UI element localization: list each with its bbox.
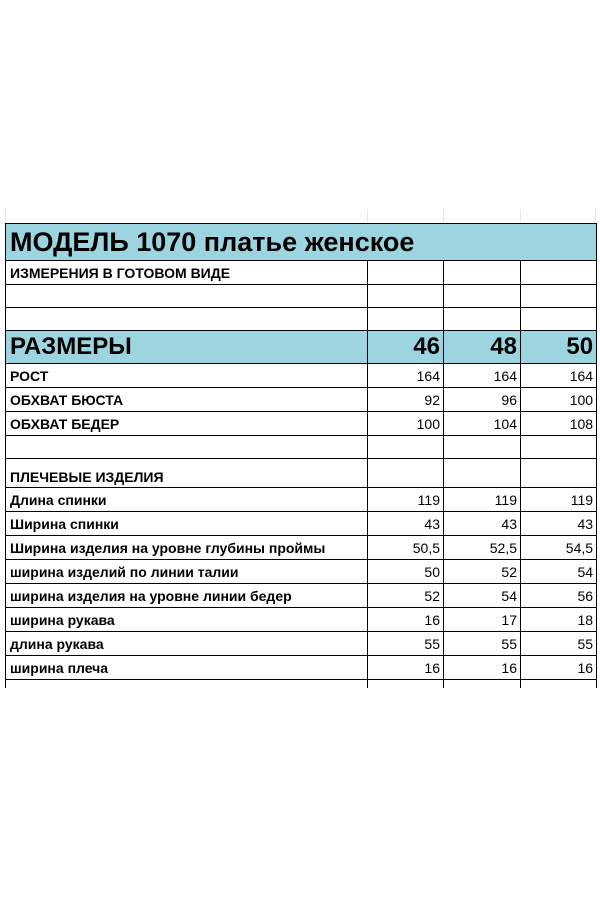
empty-cell	[444, 436, 521, 459]
value-cell: 55	[368, 632, 444, 656]
value-cell: 54,5	[521, 536, 597, 560]
table-row	[6, 488, 597, 512]
value-cell: 119	[368, 488, 444, 512]
row-label: ширина изделий по линии талии	[6, 560, 368, 584]
value-cell: 43	[521, 512, 597, 536]
empty-cell	[6, 308, 368, 331]
section-label: ПЛЕЧЕВЫЕ ИЗДЕЛИЯ	[6, 459, 368, 488]
empty-cell	[444, 459, 521, 488]
value-cell: 54	[444, 584, 521, 608]
value-cell: 43	[444, 512, 521, 536]
empty-cell	[521, 261, 597, 285]
subtitle-row	[6, 261, 597, 285]
table-row	[6, 560, 597, 584]
value-cell: 43	[368, 512, 444, 536]
empty-cell	[368, 285, 444, 308]
value-cell: 100	[521, 388, 597, 412]
table-row	[6, 608, 597, 632]
size-header: 50	[521, 331, 597, 364]
value-cell: 52	[368, 584, 444, 608]
empty-cell	[444, 308, 521, 331]
value-cell: 164	[444, 364, 521, 388]
value-cell: 17	[444, 608, 521, 632]
model-title: МОДЕЛЬ 1070 платье женское	[6, 224, 597, 261]
table-row	[6, 412, 597, 436]
empty-cell	[6, 285, 368, 308]
value-cell: 164	[368, 364, 444, 388]
empty-row	[6, 308, 597, 331]
row-label: Длина спинки	[6, 488, 368, 512]
value-cell: 50,5	[368, 536, 444, 560]
value-cell: 50	[368, 560, 444, 584]
sizes-label: РАЗМЕРЫ	[6, 331, 368, 364]
value-cell: 16	[368, 656, 444, 680]
table-row	[6, 364, 597, 388]
value-cell: 55	[521, 632, 597, 656]
table-row	[6, 388, 597, 412]
value-cell: 104	[444, 412, 521, 436]
value-cell: 92	[368, 388, 444, 412]
stub-row	[6, 680, 597, 689]
measurements-subtitle: ИЗМЕРЕНИЯ В ГОТОВОМ ВИДЕ	[6, 261, 368, 285]
value-cell: 56	[521, 584, 597, 608]
empty-cell	[368, 436, 444, 459]
row-label: Ширина изделия на уровне глубины проймы	[6, 536, 368, 560]
size-header: 48	[444, 331, 521, 364]
value-cell: 16	[444, 656, 521, 680]
title-row	[6, 224, 597, 261]
size-chart-table	[5, 223, 597, 688]
row-label: РОСТ	[6, 364, 368, 388]
empty-cell	[521, 436, 597, 459]
table-row	[6, 584, 597, 608]
row-label: длина рукава	[6, 632, 368, 656]
sizes-header-row	[6, 331, 597, 364]
value-cell: 52,5	[444, 536, 521, 560]
sheet-top-gridlines	[5, 209, 596, 223]
empty-cell	[444, 285, 521, 308]
table-row	[6, 512, 597, 536]
empty-cell	[368, 459, 444, 488]
value-cell: 119	[444, 488, 521, 512]
empty-cell	[444, 680, 521, 689]
value-cell: 55	[444, 632, 521, 656]
row-label: ОБХВАТ БЕДЕР	[6, 412, 368, 436]
value-cell: 108	[521, 412, 597, 436]
value-cell: 16	[521, 656, 597, 680]
empty-cell	[368, 680, 444, 689]
empty-cell	[368, 261, 444, 285]
empty-cell	[368, 308, 444, 331]
row-label: ширина изделия на уровне линии бедер	[6, 584, 368, 608]
empty-cell	[521, 459, 597, 488]
empty-cell	[444, 261, 521, 285]
row-label: ширина плеча	[6, 656, 368, 680]
empty-row	[6, 285, 597, 308]
value-cell: 54	[521, 560, 597, 584]
empty-cell	[521, 680, 597, 689]
row-label: ОБХВАТ БЮСТА	[6, 388, 368, 412]
table-row	[6, 632, 597, 656]
table-row	[6, 536, 597, 560]
value-cell: 164	[521, 364, 597, 388]
empty-cell	[521, 308, 597, 331]
value-cell: 52	[444, 560, 521, 584]
size-header: 46	[368, 331, 444, 364]
empty-cell	[6, 436, 368, 459]
value-cell: 96	[444, 388, 521, 412]
value-cell: 18	[521, 608, 597, 632]
empty-cell	[6, 680, 368, 689]
row-label: ширина рукава	[6, 608, 368, 632]
empty-row	[6, 436, 597, 459]
value-cell: 119	[521, 488, 597, 512]
value-cell: 100	[368, 412, 444, 436]
section-row	[6, 459, 597, 488]
value-cell: 16	[368, 608, 444, 632]
row-label: Ширина спинки	[6, 512, 368, 536]
table-row	[6, 656, 597, 680]
size-chart-sheet	[5, 209, 596, 688]
empty-cell	[521, 285, 597, 308]
